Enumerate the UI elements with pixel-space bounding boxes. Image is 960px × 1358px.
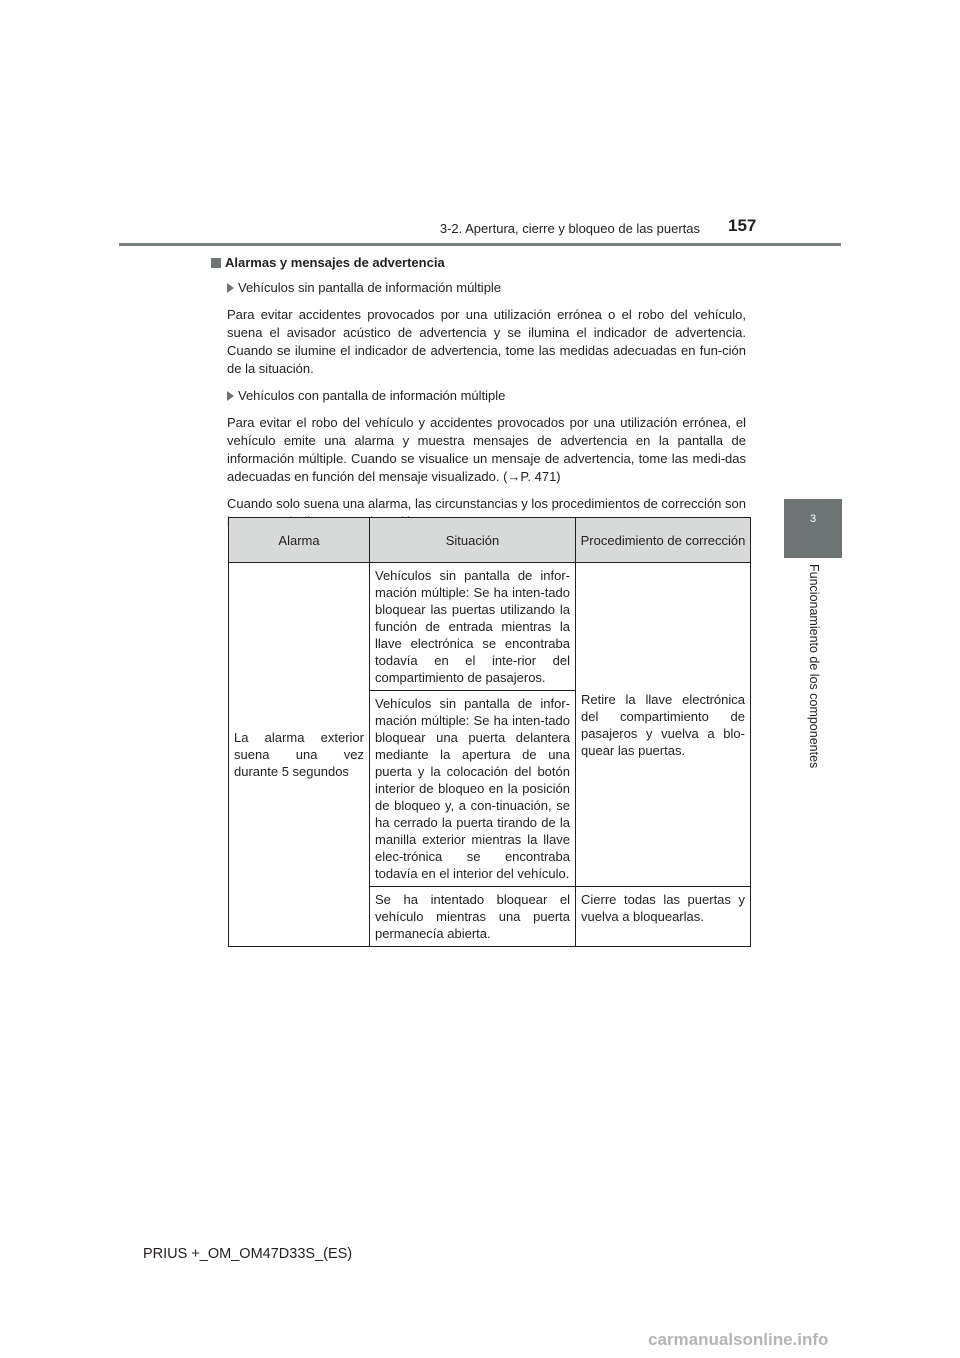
column-header-correction: Procedimiento de corrección [576, 518, 751, 563]
chapter-side-label [770, 564, 820, 784]
correction-cell: Retire la llave electrónica del compartimiento de pasajeros y vuelva a blo-quear las puertas. [576, 563, 751, 887]
table-row [229, 563, 751, 691]
situation-cell: Se ha intentado bloquear el vehículo mientras una puerta permanecía abierta. [370, 887, 576, 947]
column-header-alarm: Alarma [229, 518, 370, 563]
document-code: PRIUS +_OM_OM47D33S_(ES) [143, 1246, 353, 1262]
correction-cell: Cierre todas las puertas y vuelva a bloquearlas. [576, 887, 751, 947]
watermark-logo: carmanualsonline.info [648, 1330, 829, 1349]
alarm-table [228, 517, 751, 947]
subheading-no-display [227, 279, 746, 297]
chapter-tab [784, 499, 842, 558]
situation-cell: Vehículos sin pantalla de infor-mación múltiple: Se ha inten-tado bloquear una puerta delantera mediante la apertura de una puerta y la colocación del botón interior de bloqueo en la posición de bloqueo y, a con-tinuación, se ha cerrado la puerta tirando de la manilla exterior mientras la llave elec-trónica se encontraba todavía en el interior del vehículo. [370, 691, 576, 887]
paragraph-no-display: Para evitar accidentes provocados por una utilización errónea o el robo del vehículo, suena el avisador acústico de advertencia y se ilumina el indicador de advertencia. Cuando se ilumine el indicador de advertencia, tome las medidas adecuadas en fun-ción de la situación. [227, 307, 746, 376]
subheading-with-display [227, 387, 746, 405]
chapter-number: 3 [809, 513, 817, 525]
triangle-bullet-icon [227, 283, 234, 293]
paragraph-with-display: Para evitar el robo del vehículo y accidentes provocados por una utilización errónea, el vehículo emite una alarma y muestra mensajes de advertencia en la pantalla de información múltiple. Cuando se visualice un mensaje de advertencia, tome las medi-das adecuadas en función del mensaje visualizado. (→P. 471) [227, 415, 746, 484]
alarm-cell: La alarma exterior suena una vez durante 5 segundos [229, 563, 370, 947]
situation-cell: Vehículos sin pantalla de infor-mación múltiple: Se ha inten-tado bloquear las puertas utilizando la función de entrada mientras la llave electrónica se encontraba todavía en el inte-rior del compartimiento de pasajeros. [370, 563, 576, 691]
section-heading [210, 254, 746, 272]
subheading-text: Vehículos sin pantalla de información múltiple [238, 280, 502, 295]
triangle-bullet-icon [227, 391, 234, 401]
chapter-title: Funcionamiento de los componentes [807, 564, 821, 769]
header-divider [119, 243, 841, 246]
header-section-title: 3-2. Apertura, cierre y bloqueo de las puertas [439, 221, 700, 236]
subheading-text: Vehículos con pantalla de información múltiple [238, 388, 506, 403]
page-number: 157 [728, 216, 757, 235]
column-header-situation: Situación [370, 518, 576, 563]
table-header-row [229, 518, 751, 563]
square-bullet-icon [211, 258, 221, 268]
section-heading-text: Alarmas y mensajes de advertencia [225, 255, 445, 270]
main-content [210, 254, 746, 540]
paragraph-intro-table: Cuando solo suena una alarma, las circunstancias y los procedimientos de corrección son [227, 496, 746, 511]
